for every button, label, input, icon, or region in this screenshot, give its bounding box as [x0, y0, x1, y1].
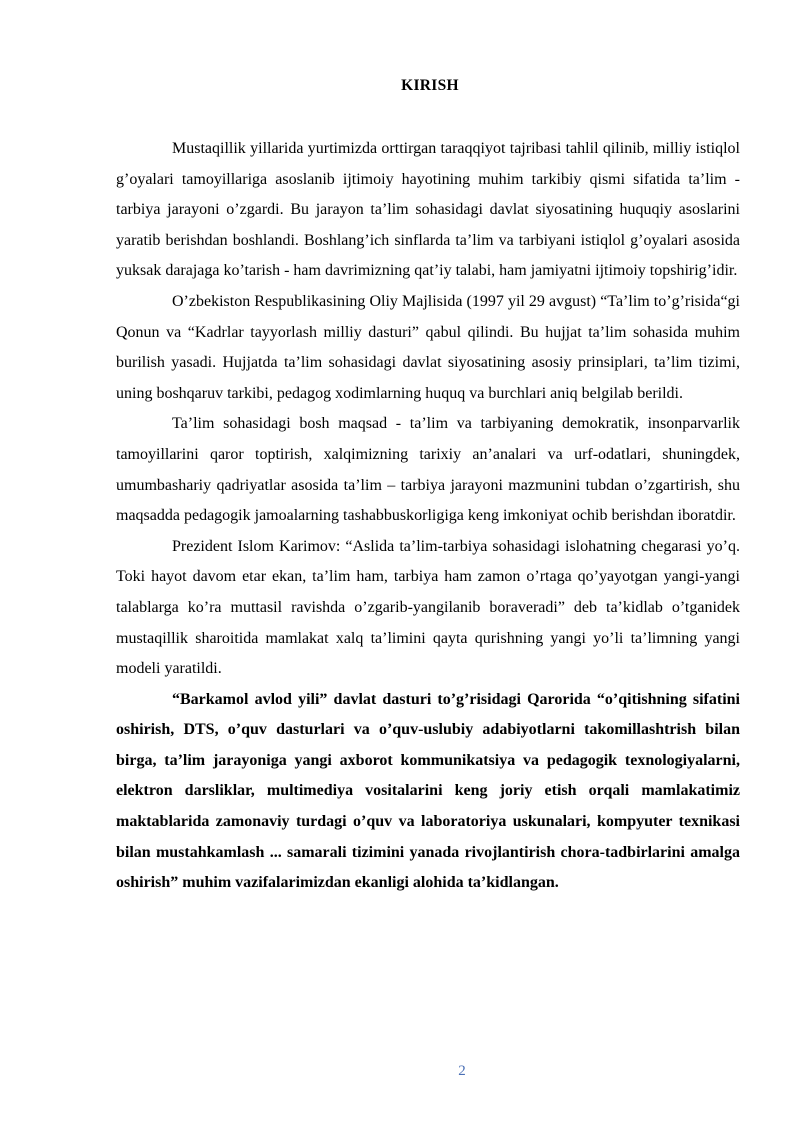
page-number: 2	[458, 1063, 466, 1079]
document-body	[116, 134, 740, 899]
paragraph-5-bold: “Barkamol avlod yili” davlat dasturi to’g’risidagi Qarorida “o’qitishning sifatini oshirish, DTS, o’quv dasturlari va o’quv-uslubiy adabiyotlarni takomillashtrish bilan birga, ta’lim jarayoniga yangi axborot kommunikatsiya va pedagogik texnologiyalarni, elektron darsliklar, multimediya vositalarini keng joriy etish orqali mamlakatimiz maktablarida zamonaviy turdagi o’quv va laboratoriya uskunalari, kompyuter texnikasi bilan mustahkamlash ... samarali tizimini yanada rivojlantirish chora-tadbirlarini amalga oshirish” muhim vazifalarimizdan ekanligi alohida ta’kidlangan.	[116, 690, 740, 892]
paragraph-2: O’zbekiston Respublikasining Oliy Majlisida (1997 yil 29 avgust) “Ta’lim to’g’risida“gi Qonun va “Kadrlar tayyorlash milliy dasturi” qabul qilindi. Bu hujjat ta’lim sohasida muhim burilish yasadi. Hujjatda ta’lim sohasidagi davlat siyosatining asosiy prinsiplari, ta’lim tizimi, uning boshqaruv tarkibi, pedagog xodimlarning huquq va burchlari aniq belgilab berildi.	[116, 292, 740, 402]
paragraph-3: Ta’lim sohasidagi bosh maqsad - ta’lim va tarbiyaning demokratik, insonparvarlik tamoyillarini qaror toptirish, xalqimizning tarixiy an’analari va urf-odatlari, shuningdek, umumbashariy qadriyatlar asosida ta’lim – tarbiya jarayoni mazmunini tubdan o’zgartirish, shu maqsadda pedagogik jamoalarning tashabbuskorligiga keng imkoniyat ochib berishdan iboratdir.	[116, 415, 740, 525]
paragraph-4: Prezident Islom Karimov: “Aslida ta’lim-tarbiya sohasidagi islohatning chegarasi yo’q. Toki hayot davom etar ekan, ta’lim ham, tarbiya ham zamon o’rtaga qo’yayotgan yangi-yangi talablarga ko’ra muttasil ravishda o’zgarib-yangilanib boraveradi” deb ta’kidlab o’tganidek mustaqillik sharoitida mamlakat xalq ta’limini qayta qurishning yangi yo’li ta’limning yangi modeli yaratildi.	[116, 537, 740, 678]
page-title: KIRISH	[401, 77, 459, 94]
paragraph-1: Mustaqillik yillarida yurtimizda orttirgan taraqqiyot tajribasi tahlil qilinib, milliy istiqlol g’oyalari tamoyillariga asoslanib ijtimoiy hayotining muhim tarkibiy qismi sifatida ta’lim - tarbiya jarayoni o’zgardi. Bu jarayon ta’lim sohasidagi davlat siyosatining huquqiy asoslarini yaratib berishdan boshlandi. Boshlang’ich sinflarda ta’lim va tarbiyani istiqlol g’oyalari asosida yuksak darajaga ko’tarish - ham davrimizning qat’iy talabi, ham jamiyatni ijtimoiy topshirig’idir.	[116, 140, 740, 280]
